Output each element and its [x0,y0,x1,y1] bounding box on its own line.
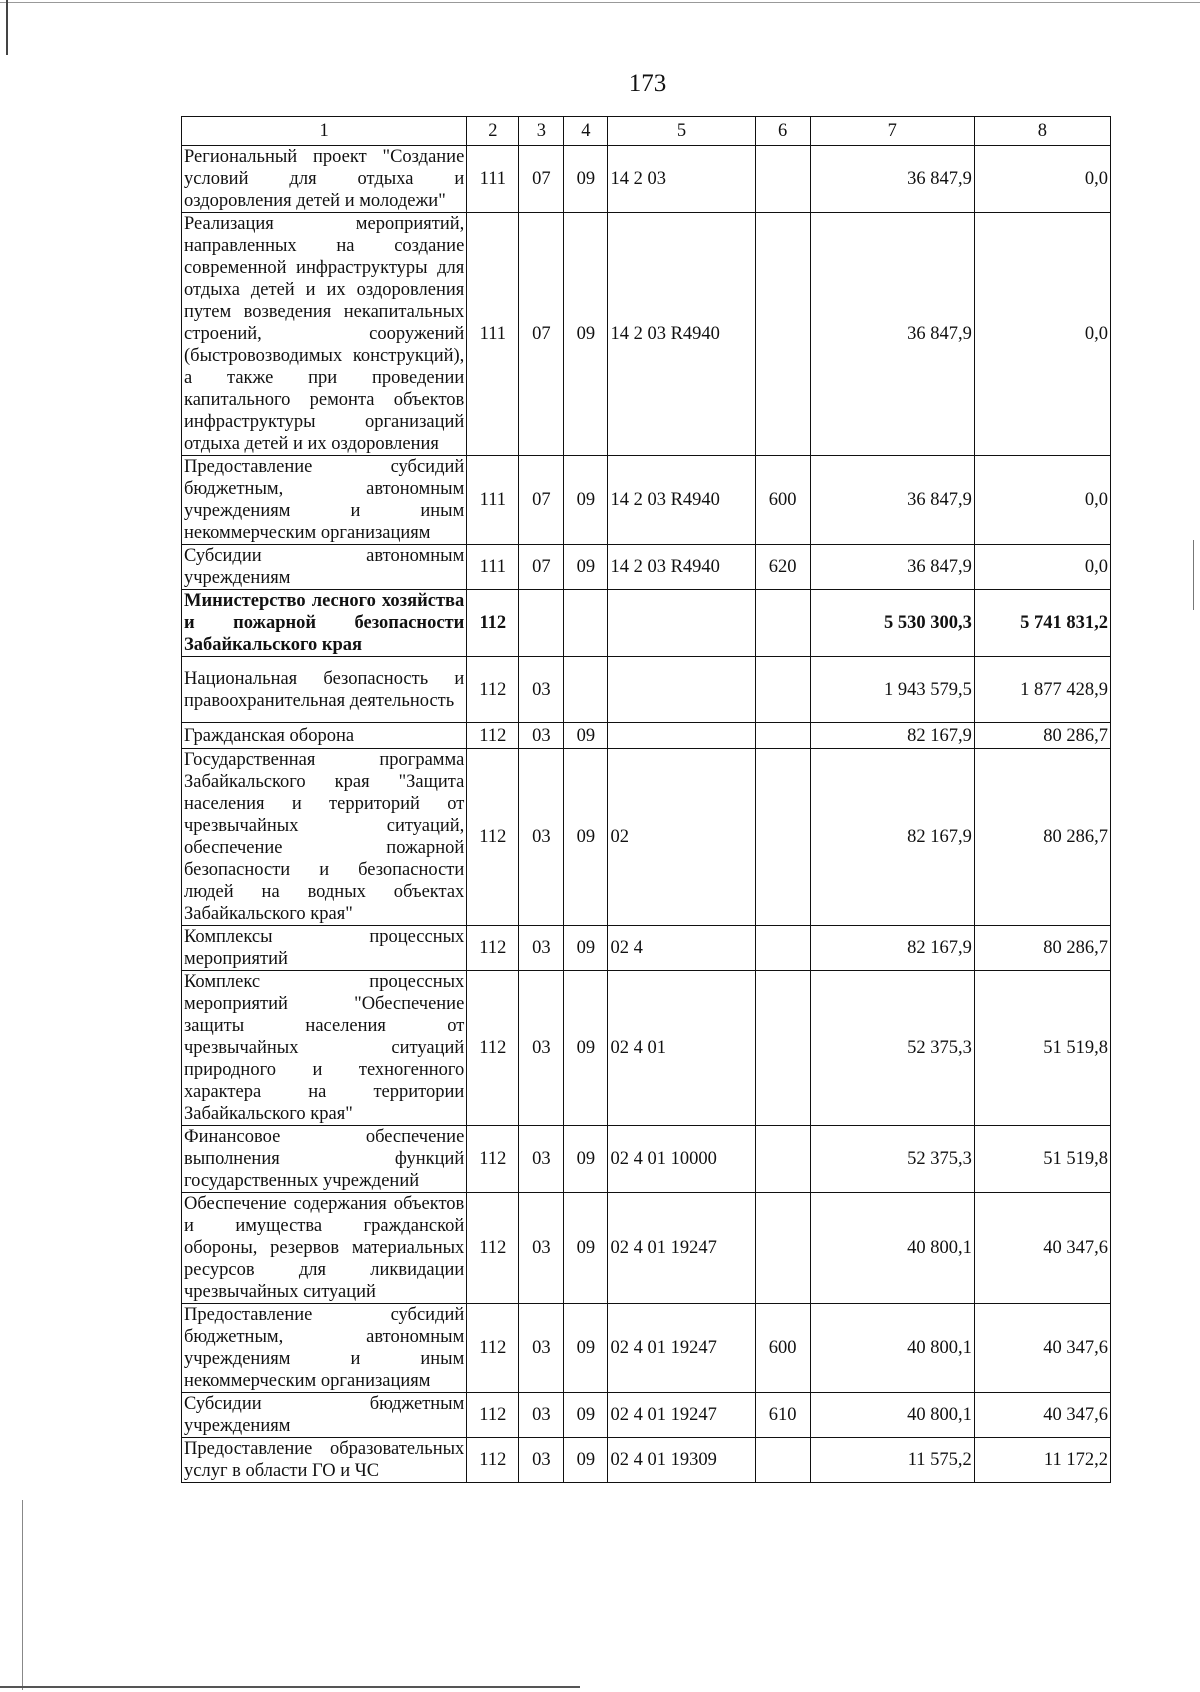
row-amount-year-2: 5 741 831,2 [974,590,1110,657]
row-expense-type [755,657,810,723]
row-target-article: 14 2 03 R4940 [608,456,755,545]
row-ministry-code: 111 [467,456,519,545]
row-expense-type [755,146,810,213]
row-subsection: 09 [564,1393,608,1438]
row-name: Предоставление образовательных услуг в области ГО и ЧС [182,1438,467,1483]
table-row [182,456,1111,545]
row-name: Предоставление субсидий бюджетным, автономным учреждениям и иным некоммерческим организациям [182,456,467,545]
row-target-article: 02 4 01 10000 [608,1126,755,1193]
row-amount-year-2: 0,0 [974,456,1110,545]
row-amount-year-2: 0,0 [974,213,1110,456]
row-section: 03 [519,1393,564,1438]
row-target-article: 14 2 03 [608,146,755,213]
scan-edge-left-lower [22,1500,23,1690]
row-expense-type [755,590,810,657]
row-expense-type [755,971,810,1126]
row-section: 03 [519,1126,564,1193]
row-target-article: 02 4 [608,926,755,971]
scan-edge-bottom [0,1686,580,1688]
row-amount-year-2: 11 172,2 [974,1438,1110,1483]
row-amount-year-1: 82 167,9 [810,926,974,971]
row-amount-year-1: 36 847,9 [810,146,974,213]
table-row [182,971,1111,1126]
row-expense-type [755,1193,810,1304]
row-name: Комплекс процессных мероприятий "Обеспечение защиты населения от чрезвычайных ситуаций природного и техногенного характера на территории Забайкальского края" [182,971,467,1126]
row-amount-year-1: 5 530 300,3 [810,590,974,657]
row-section: 03 [519,749,564,926]
row-section: 03 [519,723,564,749]
row-amount-year-2: 1 877 428,9 [974,657,1110,723]
row-section: 03 [519,657,564,723]
row-amount-year-1: 52 375,3 [810,971,974,1126]
row-ministry-code: 112 [467,1193,519,1304]
row-target-article: 14 2 03 R4940 [608,545,755,590]
row-name: Национальная безопасность и правоохранительная деятельность [182,657,467,723]
row-target-article: 02 4 01 19247 [608,1193,755,1304]
row-target-article [608,657,755,723]
row-name: Предоставление субсидий бюджетным, автономным учреждениям и иным некоммерческим организациям [182,1304,467,1393]
row-subsection: 09 [564,213,608,456]
row-name: Государственная программа Забайкальского края "Защита населения и территорий от чрезвычайных ситуаций, обеспечение пожарной безопасности и безопасности людей на водных объектах Забайкальского края" [182,749,467,926]
row-subsection: 09 [564,545,608,590]
budget-table [181,116,1111,1483]
row-amount-year-2: 40 347,6 [974,1304,1110,1393]
row-subsection: 09 [564,1438,608,1483]
scan-edge-right [1193,540,1194,610]
row-section: 07 [519,545,564,590]
row-ministry-code: 112 [467,657,519,723]
row-expense-type [755,926,810,971]
row-ministry-code: 111 [467,545,519,590]
row-name: Обеспечение содержания объектов и имущества гражданской обороны, резервов материальных ресурсов для ликвидации чрезвычайных ситуаций [182,1193,467,1304]
row-section: 07 [519,213,564,456]
row-expense-type [755,1438,810,1483]
row-amount-year-1: 40 800,1 [810,1193,974,1304]
row-amount-year-2: 0,0 [974,545,1110,590]
row-subsection: 09 [564,749,608,926]
row-expense-type [755,749,810,926]
row-section: 03 [519,971,564,1126]
table-row [182,590,1111,657]
row-ministry-code: 112 [467,1393,519,1438]
row-ministry-code: 112 [467,749,519,926]
col-header-2: 2 [467,117,519,146]
row-amount-year-2: 51 519,8 [974,1126,1110,1193]
row-section: 07 [519,146,564,213]
row-target-article: 14 2 03 R4940 [608,213,755,456]
page-number: 173 [628,70,667,97]
row-expense-type: 610 [755,1393,810,1438]
row-section: 07 [519,456,564,545]
row-amount-year-1: 82 167,9 [810,723,974,749]
row-ministry-code: 111 [467,213,519,456]
row-amount-year-2: 51 519,8 [974,971,1110,1126]
scan-edge-top [0,2,1200,3]
row-amount-year-1: 36 847,9 [810,213,974,456]
row-expense-type: 620 [755,545,810,590]
table-row [182,657,1111,723]
row-subsection: 09 [564,146,608,213]
col-header-4: 4 [564,117,608,146]
row-target-article [608,723,755,749]
row-subsection: 09 [564,1126,608,1193]
row-target-article: 02 4 01 19247 [608,1304,755,1393]
row-subsection: 09 [564,926,608,971]
row-ministry-code: 112 [467,971,519,1126]
table-row [182,1193,1111,1304]
row-ministry-code: 112 [467,590,519,657]
row-name: Региональный проект "Создание условий для отдыха и оздоровления детей и молодежи" [182,146,467,213]
row-amount-year-2: 80 286,7 [974,926,1110,971]
row-amount-year-1: 52 375,3 [810,1126,974,1193]
table-row [182,213,1111,456]
row-name: Финансовое обеспечение выполнения функций государственных учреждений [182,1126,467,1193]
row-expense-type [755,723,810,749]
row-amount-year-1: 1 943 579,5 [810,657,974,723]
row-target-article: 02 4 01 [608,971,755,1126]
table-body [182,146,1111,1483]
row-section: 03 [519,1193,564,1304]
row-expense-type: 600 [755,1304,810,1393]
col-header-5: 5 [608,117,755,146]
row-subsection: 09 [564,723,608,749]
table-row [182,926,1111,971]
row-ministry-code: 112 [467,1304,519,1393]
row-subsection: 09 [564,1304,608,1393]
row-subsection: 09 [564,1193,608,1304]
row-subsection [564,590,608,657]
row-ministry-code: 112 [467,1438,519,1483]
header-row [182,117,1111,146]
row-amount-year-2: 40 347,6 [974,1193,1110,1304]
table-row [182,1393,1111,1438]
table-row [182,146,1111,213]
row-ministry-code: 112 [467,1126,519,1193]
row-section [519,590,564,657]
col-header-7: 7 [810,117,974,146]
table-row [182,1438,1111,1483]
row-amount-year-1: 82 167,9 [810,749,974,926]
row-expense-type [755,213,810,456]
row-section: 03 [519,1304,564,1393]
row-expense-type: 600 [755,456,810,545]
scan-edge-left [6,0,8,55]
row-name: Реализация мероприятий, направленных на создание современной инфраструктуры для отдыха детей и их оздоровления путем возведения некапитальных строений, сооружений (быстровозводимых конструкций), а также при проведении капитального ремонта объектов инфраструктуры организаций отдыха детей и их оздоровления [182,213,467,456]
row-amount-year-1: 36 847,9 [810,456,974,545]
row-amount-year-2: 80 286,7 [974,749,1110,926]
row-name: Министерство лесного хозяйства и пожарной безопасности Забайкальского края [182,590,467,657]
row-ministry-code: 112 [467,723,519,749]
row-amount-year-2: 0,0 [974,146,1110,213]
row-amount-year-2: 40 347,6 [974,1393,1110,1438]
table-row [182,723,1111,749]
col-header-3: 3 [519,117,564,146]
row-subsection: 09 [564,971,608,1126]
row-amount-year-1: 40 800,1 [810,1304,974,1393]
row-subsection [564,657,608,723]
row-ministry-code: 112 [467,926,519,971]
row-ministry-code: 111 [467,146,519,213]
table-row [182,545,1111,590]
row-section: 03 [519,1438,564,1483]
row-amount-year-1: 11 575,2 [810,1438,974,1483]
row-target-article: 02 [608,749,755,926]
row-amount-year-1: 40 800,1 [810,1393,974,1438]
col-header-1: 1 [182,117,467,146]
table-row [182,1126,1111,1193]
row-target-article [608,590,755,657]
row-name: Субсидии автономным учреждениям [182,545,467,590]
row-section: 03 [519,926,564,971]
col-header-6: 6 [755,117,810,146]
table-row [182,1304,1111,1393]
row-target-article: 02 4 01 19247 [608,1393,755,1438]
row-expense-type [755,1126,810,1193]
row-amount-year-2: 80 286,7 [974,723,1110,749]
row-subsection: 09 [564,456,608,545]
table-row [182,749,1111,926]
row-name: Субсидии бюджетным учреждениям [182,1393,467,1438]
row-target-article: 02 4 01 19309 [608,1438,755,1483]
row-name: Комплексы процессных мероприятий [182,926,467,971]
col-header-8: 8 [974,117,1110,146]
row-name: Гражданская оборона [182,723,467,749]
row-amount-year-1: 36 847,9 [810,545,974,590]
